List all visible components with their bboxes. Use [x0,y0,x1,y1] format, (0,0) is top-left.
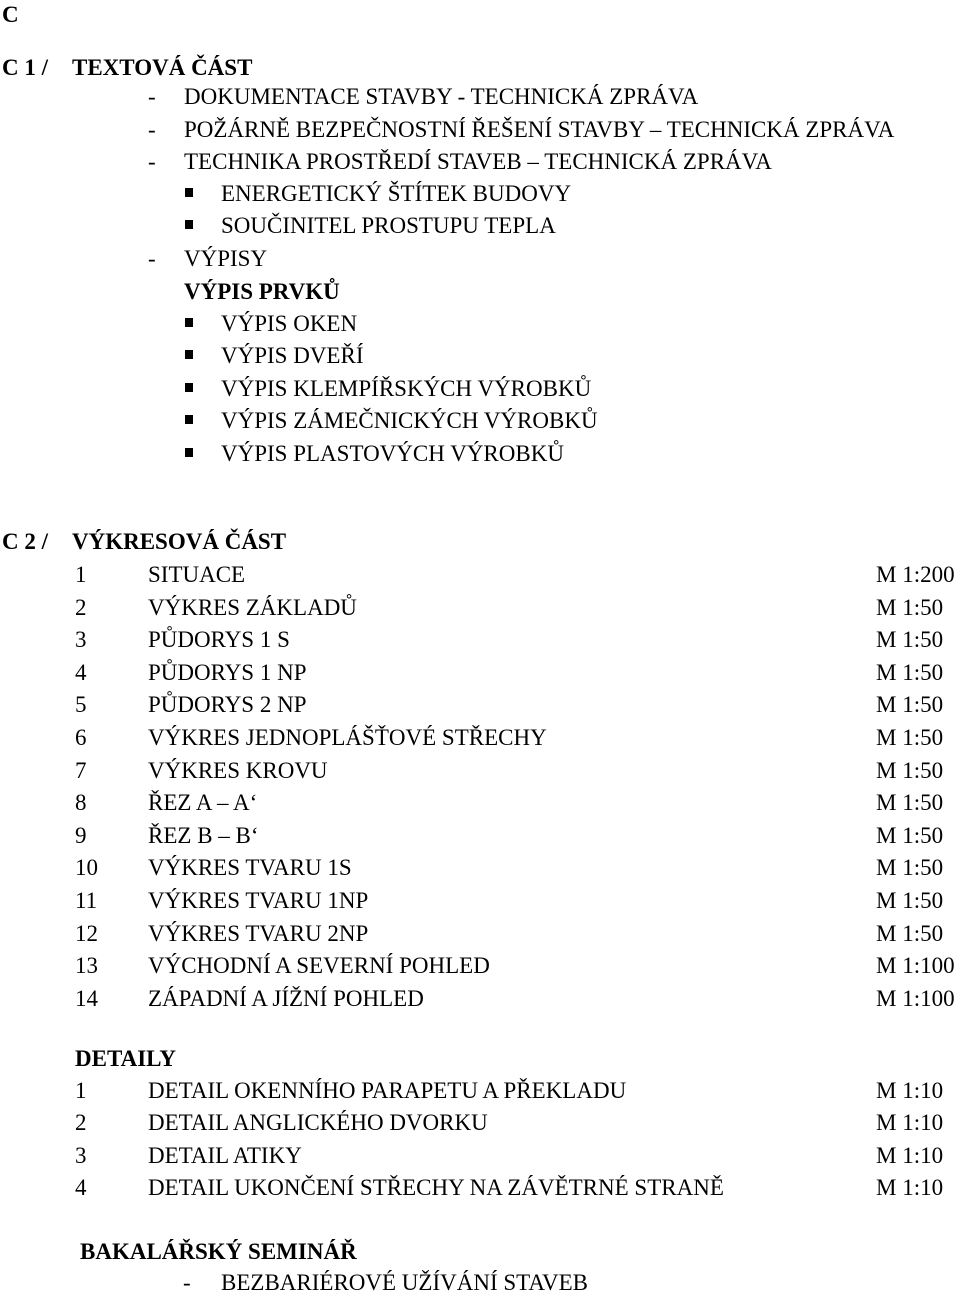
section1-code: C 1 / [2,55,48,80]
row-scale: M 1:50 [876,692,944,718]
section-letter: C [2,2,19,27]
row-scale: M 1:50 [876,888,944,913]
row-number: 14 [75,985,98,1011]
row-number: 4 [75,659,87,685]
row-scale: M 1:100 [876,985,955,1011]
row-number: 2 [75,1110,87,1136]
row-title: ŘEZ A – A‘ [148,790,258,816]
sub-list-item: SOUČINITEL PROSTUPU TEPLA [221,213,556,238]
row-number: 12 [75,920,98,946]
section2-title: VÝKRESOVÁ ČÁST [72,529,287,554]
row-title: DETAIL ATIKY [148,1142,302,1168]
row-title: VÝKRES JEDNOPLÁŠŤOVÉ STŘECHY [148,725,547,750]
row-title: ŘEZ B – B‘ [148,822,259,848]
row-scale: M 1:50 [876,822,944,848]
row-number: 13 [75,953,98,979]
dash: - [183,1270,191,1295]
square-bullet-icon [185,188,193,197]
list-item: VÝPISY [184,246,268,271]
row-scale: M 1:50 [876,725,944,750]
row-scale: M 1:50 [876,920,944,946]
row-number: 2 [75,594,87,620]
sub-list-item: VÝPIS ZÁMEČNICKÝCH VÝROBKŮ [221,408,598,433]
row-title: VÝKRES TVARU 2NP [148,920,369,946]
row-number: 5 [75,692,87,718]
seminar-item: BEZBARIÉROVÉ UŽÍVÁNÍ STAVEB [221,1270,589,1295]
row-scale: M 1:10 [876,1110,944,1136]
square-bullet-icon [185,318,193,327]
square-bullet-icon [185,383,193,392]
row-number: 7 [75,757,87,783]
list-item: TECHNIKA PROSTŘEDÍ STAVEB – TECHNICKÁ ZPRÁVA [184,149,772,174]
row-title: PŮDORYS 2 NP [148,692,307,718]
section1-title: TEXTOVÁ ČÁST [72,55,253,80]
row-title: VÝKRES ZÁKLADŮ [148,594,357,620]
row-number: 1 [75,562,87,587]
row-number: 3 [75,627,87,653]
dash: - [148,246,156,271]
row-title: DETAIL UKONČENÍ STŘECHY NA ZÁVĚTRNÉ STRANĚ [148,1174,724,1200]
row-title: PŮDORYS 1 S [148,627,290,653]
row-title: DETAIL OKENNÍHO PARAPETU A PŘEKLADU [148,1078,627,1103]
sub-list-item: ENERGETICKÝ ŠTÍTEK BUDOVY [221,181,572,206]
row-number: 3 [75,1142,87,1168]
row-scale: M 1:50 [876,790,944,816]
row-scale: M 1:100 [876,953,955,979]
square-bullet-icon [185,415,193,424]
row-scale: M 1:10 [876,1142,944,1168]
row-title: SITUACE [148,562,246,587]
sub-list-item: VÝPIS KLEMPÍŘSKÝCH VÝROBKŮ [221,376,592,401]
row-number: 6 [75,725,87,750]
dash: - [148,117,156,142]
list-item: POŽÁRNĚ BEZPEČNOSTNÍ ŘEŠENÍ STAVBY – TECHNICKÁ ZPRÁVA [184,117,895,142]
row-scale: M 1:200 [876,562,955,587]
square-bullet-icon [185,220,193,229]
row-scale: M 1:50 [876,855,944,881]
row-number: 9 [75,822,87,848]
section2-code: C 2 / [2,529,48,554]
row-scale: M 1:10 [876,1078,944,1103]
row-title: PŮDORYS 1 NP [148,659,307,685]
row-title: VÝKRES TVARU 1NP [148,888,369,913]
row-scale: M 1:50 [876,659,944,685]
row-number: 1 [75,1078,87,1103]
dash: - [148,149,156,174]
row-title: VÝKRES TVARU 1S [148,855,352,881]
row-number: 4 [75,1174,87,1200]
dash: - [148,84,156,109]
row-title: DETAIL ANGLICKÉHO DVORKU [148,1110,488,1136]
subsection-title: VÝPIS PRVKŮ [184,279,340,304]
square-bullet-icon [185,350,193,359]
row-scale: M 1:50 [876,594,944,620]
row-number: 10 [75,855,98,881]
row-scale: M 1:50 [876,627,944,653]
row-number: 11 [75,888,98,913]
sub-list-item: VÝPIS PLASTOVÝCH VÝROBKŮ [221,441,564,466]
row-scale: M 1:10 [876,1174,944,1200]
row-title: ZÁPADNÍ A JÍŽNÍ POHLED [148,985,424,1011]
details-title: DETAILY [75,1046,176,1071]
row-title: VÝCHODNÍ A SEVERNÍ POHLED [148,953,490,979]
row-title: VÝKRES KROVU [148,757,328,783]
row-number: 8 [75,790,87,816]
square-bullet-icon [185,448,193,457]
seminar-title: BAKALÁŘSKÝ SEMINÁŘ [80,1239,357,1264]
list-item: DOKUMENTACE STAVBY - TECHNICKÁ ZPRÁVA [184,84,699,109]
sub-list-item: VÝPIS OKEN [221,311,358,336]
sub-list-item: VÝPIS DVEŘÍ [221,343,364,368]
row-scale: M 1:50 [876,757,944,783]
